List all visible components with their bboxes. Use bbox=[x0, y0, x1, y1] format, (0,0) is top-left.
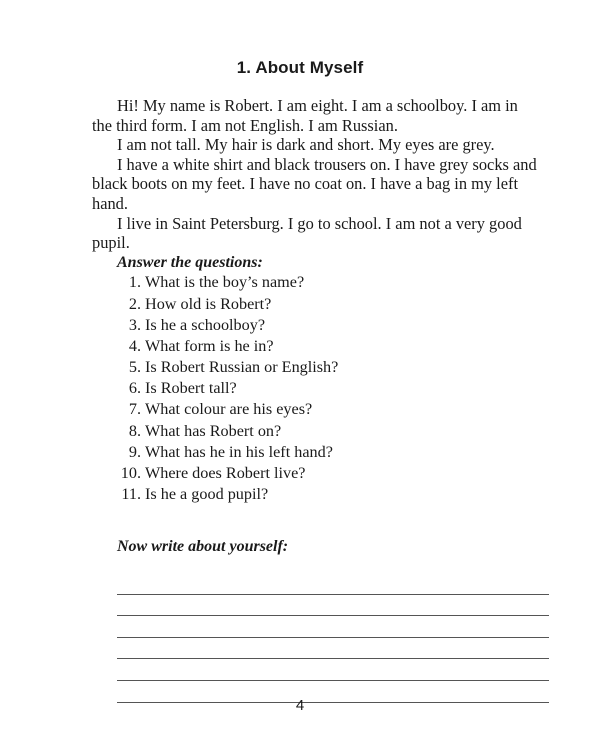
question-item bbox=[117, 336, 550, 357]
question-item bbox=[117, 315, 550, 336]
paragraph bbox=[117, 135, 550, 155]
question-text: What has he in his left hand? bbox=[145, 442, 333, 461]
question-text: Is he a schoolboy? bbox=[145, 315, 266, 334]
question-number: 2. bbox=[128, 294, 141, 313]
paragraph-first-line: I am not tall. My hair is dark and short. My eyes are grey. bbox=[117, 135, 495, 155]
write-heading: Now write about yourself: bbox=[117, 538, 289, 555]
questions-heading: Answer the questions: bbox=[117, 253, 263, 271]
question-number: 4. bbox=[128, 336, 141, 355]
question-text: What colour are his eyes? bbox=[145, 400, 313, 419]
question-number: 1. bbox=[128, 273, 141, 292]
question-text: What form is he in? bbox=[145, 336, 274, 355]
paragraph-line: the third form. I am not English. I am Russian. bbox=[92, 115, 398, 135]
question-number: 3. bbox=[128, 315, 141, 334]
question-number: 7. bbox=[128, 400, 141, 419]
page-number: 4 bbox=[295, 697, 305, 714]
paragraph-line: pupil. bbox=[92, 233, 130, 253]
question-number: 6. bbox=[128, 379, 141, 398]
question-number: 5. bbox=[128, 358, 141, 377]
paragraph-line: hand. bbox=[92, 193, 128, 213]
question-number: 8. bbox=[128, 421, 141, 440]
paragraphs bbox=[92, 96, 550, 253]
writing-line[interactable] bbox=[117, 573, 549, 595]
paragraph-line: black boots on my feet. I have no coat on. I have a bag in my left bbox=[92, 174, 519, 194]
question-item bbox=[117, 378, 550, 399]
question-number: 11. bbox=[121, 485, 141, 504]
paragraph-first-line: Hi! My name is Robert. I am eight. I am a schoolboy. I am in bbox=[117, 96, 518, 115]
page-title: 1. About Myself bbox=[236, 58, 364, 77]
question-item bbox=[117, 399, 550, 420]
writing-lines bbox=[117, 573, 549, 703]
questions-list bbox=[117, 272, 550, 505]
question-text: Where does Robert live? bbox=[145, 464, 306, 483]
question-text: What is the boy’s name? bbox=[145, 273, 305, 292]
writing-line[interactable] bbox=[117, 638, 549, 660]
paragraph bbox=[92, 213, 550, 253]
question-text: How old is Robert? bbox=[145, 294, 272, 313]
question-number: 10. bbox=[120, 464, 141, 483]
question-item bbox=[117, 357, 550, 378]
paragraph-first-line: I live in Saint Petersburg. I go to school. I am not a very good bbox=[117, 213, 522, 233]
question-text: Is he a good pupil? bbox=[145, 485, 269, 504]
question-item bbox=[117, 421, 550, 442]
question-text: Is Robert Russian or English? bbox=[145, 358, 339, 377]
question-item bbox=[117, 463, 550, 484]
question-text: What has Robert on? bbox=[145, 421, 282, 440]
paragraph-first-line: I have a white shirt and black trousers on. I have grey socks and bbox=[117, 154, 537, 174]
question-item bbox=[117, 272, 550, 293]
writing-line[interactable] bbox=[117, 595, 549, 617]
question-item bbox=[117, 442, 550, 463]
writing-line[interactable] bbox=[117, 616, 549, 638]
question-item bbox=[117, 484, 550, 505]
paragraph bbox=[92, 96, 550, 135]
writing-line[interactable] bbox=[117, 659, 549, 681]
paragraph bbox=[92, 154, 550, 214]
question-number: 9. bbox=[128, 442, 141, 461]
reading-text bbox=[92, 96, 550, 505]
question-text: Is Robert tall? bbox=[145, 379, 237, 398]
question-item bbox=[117, 294, 550, 315]
